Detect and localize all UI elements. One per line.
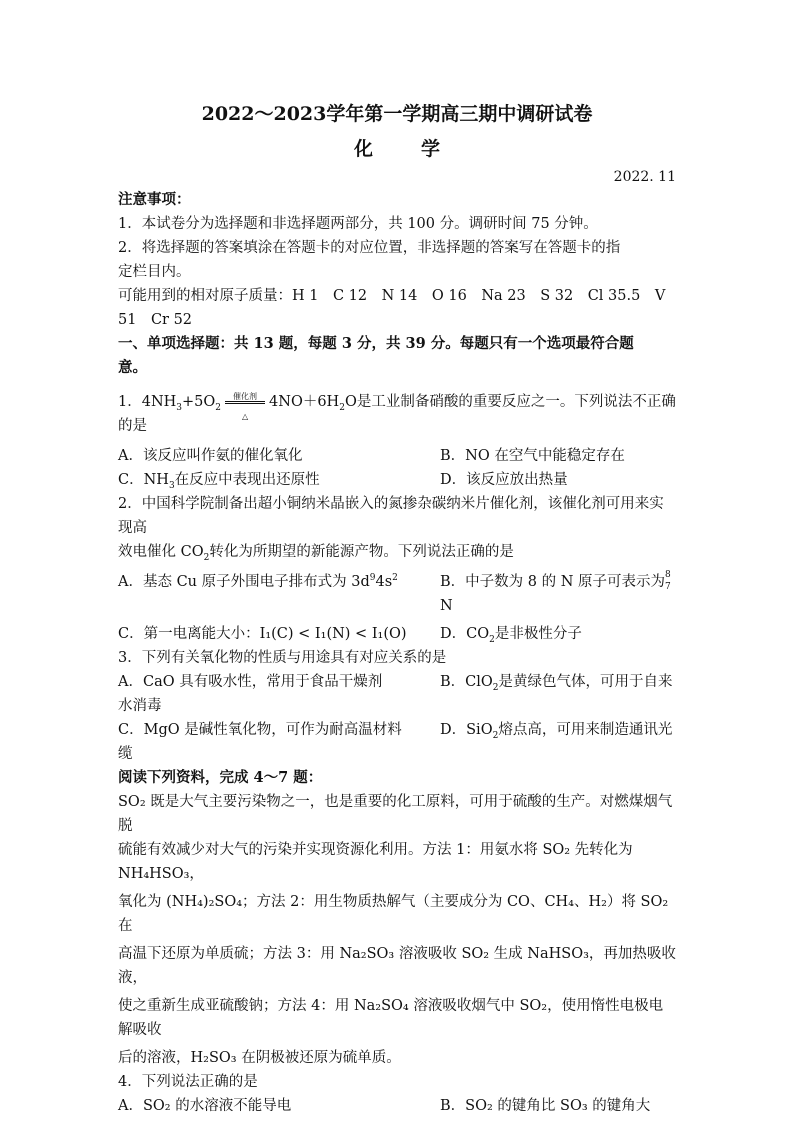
reading-line-1: SO₂ 既是大气主要污染物之一，也是重要的化工原料，可用于硫酸的生产。对燃煤烟气脱 — [118, 794, 673, 834]
q3-stem: 3．下列有关氧化物的性质与用途具有对应关系的是 — [118, 650, 447, 666]
q4-option-a: A．SO₂ 的水溶液不能导电 — [118, 1098, 292, 1114]
q4-options-row-1 — [118, 1094, 676, 1118]
q1-option-d: D．该反应放出热量 — [440, 472, 568, 488]
subject-title: 化学 — [353, 138, 488, 160]
q3-option-b-cont: 水消毒 — [118, 698, 162, 714]
reading-line-6: 后的溶液，H₂SO₃ 在阴极被还原为硫单质。 — [118, 1050, 401, 1066]
exam-content — [118, 100, 676, 1118]
q2-stem-b: 效电催化 $CO_2$转化为所期望的新能源产物。下列说法正确的是 — [118, 544, 514, 563]
reading-line-2: 硫能有效减少对大气的污染并实现资源化利用。方法 1：用氨水将 SO₂ 先转化为 NH₄HSO₃， — [118, 842, 633, 882]
notice-heading: 注意事项： — [118, 191, 191, 208]
q1-option-b: B．NO 在空气中能稳定存在 — [440, 448, 625, 464]
reading-line-4: 高温下还原为单质硫；方法 3：用 Na₂SO₃ 溶液吸收 SO₂ 生成 NaHSO₃，再加热吸收液， — [118, 946, 676, 986]
q4-option-b: B．SO₂ 的键角比 SO₃ 的键角大 — [440, 1098, 651, 1114]
q2-options-row-1 — [118, 570, 676, 618]
section1-heading-b: 意。 — [118, 359, 147, 376]
q3-option-c: C．MgO 是碱性氧化物，可作为耐高温材料 — [118, 722, 402, 738]
section1-heading-a: 一、单项选择题：共 13 题，每题 3 分，共 39 分。每题只有一个选项最符合题 — [118, 335, 634, 352]
q1-options-row-1 — [118, 444, 676, 468]
q1-stem: 1．$4NH_3+5O_2$ $\frac{\text{催化剂}}{\triangle}$ $4NO+6H_2O$是工业制备硝酸的重要反应之一。下列说法不正确的是 — [118, 392, 676, 434]
q2-option-c: C．第一电离能大小：I₁(C) < I₁(N) < I₁(O) — [118, 626, 407, 642]
q3-option-d: D．SiO$_2$熔点高，可用来制造通讯光 — [440, 722, 673, 741]
q3-option-b: B．ClO$_2$是黄绿色气体，可用于自来 — [440, 674, 673, 693]
q4-stem: 4．下列说法正确的是 — [118, 1074, 258, 1090]
q3-options-row-2 — [118, 718, 676, 742]
q3-option-d-cont: 缆 — [118, 746, 133, 762]
reading-line-5: 使之重新生成亚硫酸钠；方法 4：用 Na₂SO₄ 溶液吸收烟气中 SO₂，使用惰性电极电解吸收 — [118, 998, 664, 1038]
q2-option-d: D．$CO_2$是非极性分子 — [440, 626, 582, 645]
reading-heading: 阅读下列资料，完成 4～7 题： — [118, 769, 323, 786]
notice-item-1: 1．本试卷分为选择题和非选择题两部分，共 100 分。调研时间 75 分钟。 — [118, 216, 598, 232]
reaction-arrow: $\frac{\text{催化剂}}{\triangle}$ — [223, 395, 267, 409]
q1-option-c: C．$NH_3$在反应中表现出还原性 — [118, 472, 320, 491]
q1-options-row-2 — [118, 468, 676, 492]
q2-options-row-2 — [118, 622, 676, 646]
atomic-mass-line-2: 51 Cr 52 — [118, 312, 193, 328]
atomic-mass-line-1: 可能用到的相对原子质量：H 1 C 12 N 14 O 16 Na 23 S 32 Cl 35.5 V — [118, 288, 666, 304]
q2-option-a: A．基态 Cu 原子外围电子排布式为 $3d^94s^2$ — [118, 573, 398, 590]
notice-item-2b: 定栏目内。 — [118, 264, 191, 280]
q3-option-a: A．CaO 具有吸水性，常用于食品干燥剂 — [118, 674, 383, 690]
q2-option-b: B．中子数为 8 的 N 原子可表示为 8 7 N — [440, 570, 671, 614]
exam-date: 2022. 11 — [613, 169, 676, 185]
q2-stem-a: 2．中国科学院制备出超小铜纳米晶嵌入的氮掺杂碳纳米片催化剂，该催化剂可用来实现高 — [118, 496, 664, 536]
q3-options-row-1 — [118, 670, 676, 694]
exam-title: 2022～2023学年第一学期高三期中调研试卷 — [201, 103, 593, 125]
notice-item-2a: 2．将选择题的答案填涂在答题卡的对应位置，非选择题的答案写在答题卡的指 — [118, 240, 621, 256]
reading-line-3: 氧化为 (NH₄)₂SO₄；方法 2：用生物质热解气（主要成分为 CO、CH₄、H₂）将 SO₂ 在 — [118, 894, 669, 934]
q1-option-a: A．该反应叫作氨的催化氧化 — [118, 448, 303, 464]
